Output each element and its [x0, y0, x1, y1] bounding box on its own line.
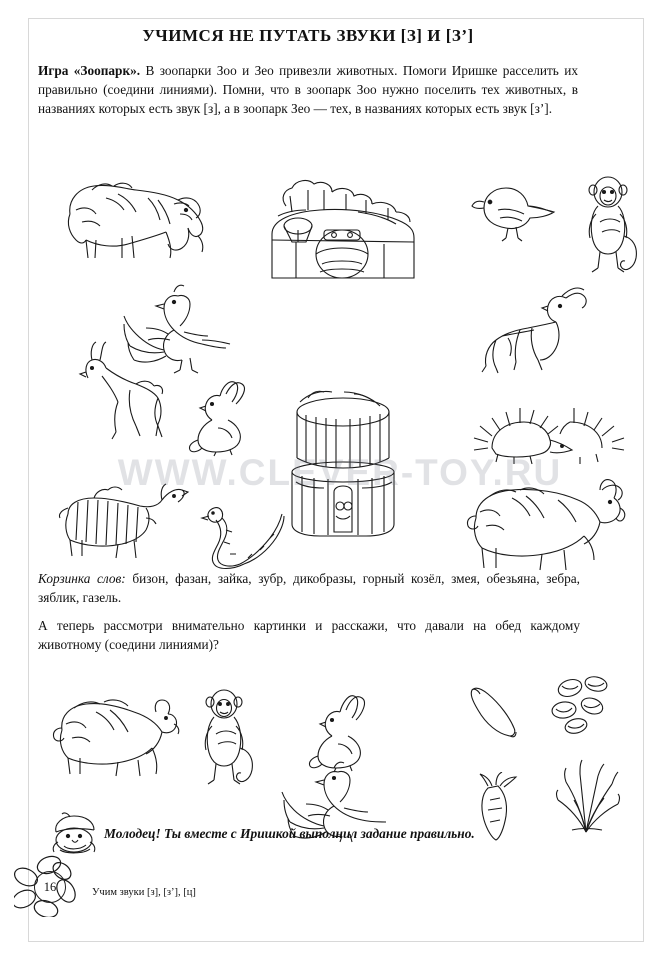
- illustration-zoo-pavilion-zoo: [262, 168, 422, 288]
- illustration-finch: [468, 176, 558, 246]
- word-basket-words: бизон, фазан, зайка, зубр, дикобразы, горный козёл, змея, обезьяна, зебра, зяблик, газель.: [38, 571, 581, 605]
- illustration-gazelle: [58, 340, 178, 450]
- illustration-grass: [546, 756, 626, 836]
- illustration-zoo-pavilion-zeo: [278, 382, 408, 542]
- praise-text: Молодец! Ты вместе с Иришкой выполнил задание правильно.: [104, 826, 475, 841]
- intro-body: В зоопарки Зоо и Зео привезли животных. Помоги Иришке расселить их правильно (соедини линиями). Помни, что в зоопарк Зоо нужно поселить тех животных, в названиях которых есть звук [з], а в зоопарк Зео — тех, в названиях которых есть звук [з’].: [38, 63, 578, 116]
- illustration-gnome-irishka: [44, 812, 108, 858]
- illustration-porcupines: [462, 392, 632, 472]
- page-title: УЧИМСЯ НЕ ПУТАТЬ ЗВУКИ [З] И [З’]: [142, 26, 474, 45]
- illustration-nuts: [548, 676, 618, 736]
- task-two-paragraph: А теперь рассмотри внимательно картинки и расскажи, что давали на обед каждому животному (соедини линиями)?: [38, 618, 580, 652]
- illustration-mountain-goat: [462, 278, 602, 378]
- page-marker: [14, 855, 94, 917]
- illustration-aurochs: [462, 468, 632, 578]
- illustration-hare: [178, 378, 258, 458]
- illustration-monkey-2: [192, 686, 264, 796]
- intro-paragraph: [38, 62, 578, 119]
- intro-game-name: Игра «Зоопарк».: [38, 63, 141, 78]
- illustration-banana: [466, 684, 520, 744]
- watermark: WWW.CLEVER-TOY.RU: [117, 452, 563, 493]
- footer-note: Учим звуки [з], [з’], [ц]: [92, 887, 196, 898]
- word-basket: [38, 570, 580, 608]
- illustration-snake: [196, 500, 286, 570]
- illustration-bison-2: [52, 688, 182, 778]
- word-basket-label: Корзинка слов:: [38, 571, 126, 586]
- illustration-monkey: [578, 172, 648, 282]
- page-number: 16: [34, 871, 66, 903]
- illustration-zebra: [50, 478, 190, 568]
- illustration-bison: [62, 170, 212, 265]
